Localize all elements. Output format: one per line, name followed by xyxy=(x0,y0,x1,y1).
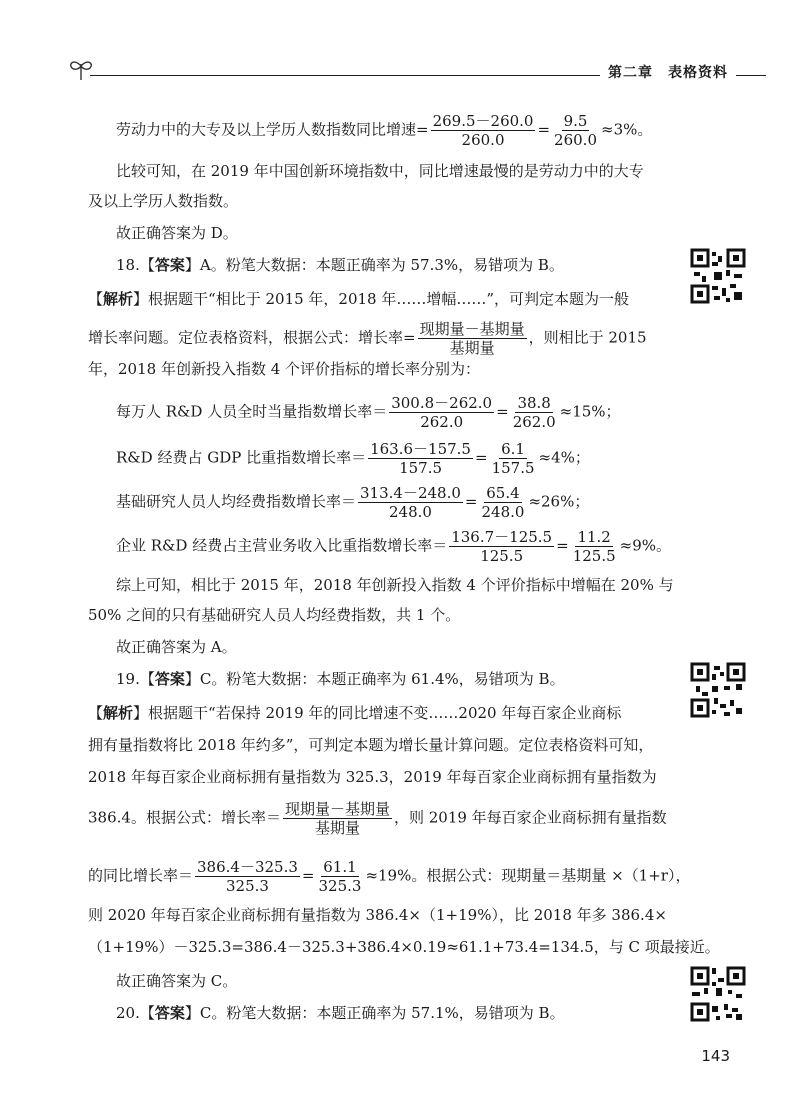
paragraph-line: （1+19%）－325.3=386.4－325.3+386.4×0.19≈61.1+73.4=134.5，与 C 项最接近。 xyxy=(88,938,720,956)
question-18-analysis: 【解析】根据题干“相比于 2015 年，2018 年……增幅……”，可判定本题为一般 xyxy=(88,290,630,308)
qr-code-icon xyxy=(690,966,746,1022)
calc-line: 的同比增长率＝ $\frac{386.4-325.3}{325.3}$ = $\frac{61.1}{325.3}$ ≈19%。根据公式：现期量＝基期量 ×（1+r）， xyxy=(88,858,691,895)
calc-line-1: 每万人 R&D 人员全时当量指数增长率＝ $\frac{300.8-262.0}{262.0}$ = $\frac{38.8}{262.0}$ ≈15%； xyxy=(116,394,621,431)
growth-rate-fraction: $\frac{\text{现期量－基期量}}{\text{基期量}}$ xyxy=(419,320,525,357)
question-18-answer: 18.【答案】A。粉笔大数据：本题正确率为 57.3%，易错项为 B。 xyxy=(116,256,564,274)
question-19-analysis: 【解析】根据题干“若保持 2019 年的同比增速不变……2020 年每百家企业商标 xyxy=(88,704,622,722)
paragraph-line: 及以上学历人数指数。 xyxy=(88,192,239,210)
fraction: $\frac{269.5-260.0}{260.0}$ xyxy=(432,112,534,149)
question-20-answer: 20.【答案】C。粉笔大数据：本题正确率为 57.1%，易错项为 B。 xyxy=(116,1004,565,1022)
paragraph-line: 2018 年每百家企业商标拥有量指数为 325.3，2019 年每百家企业商标拥有量指数为 xyxy=(88,768,657,786)
answer-line: 故正确答案为 A。 xyxy=(116,638,237,656)
leaf-icon xyxy=(66,56,96,82)
fraction: $\frac{9.5}{260.0}$ xyxy=(554,112,597,149)
answer-line: 故正确答案为 C。 xyxy=(116,972,238,990)
page-number: 143 xyxy=(701,1047,730,1065)
paragraph-line: 年，2018 年创新投入指数 4 个评价指标的增长率分别为： xyxy=(88,360,481,378)
growth-rate-formula-line: 增长率问题。定位表格资料，根据公式：增长率= $\frac{\text{现期量－基期量}}{\text{基期量}}$ ，则相比于 2015 xyxy=(88,320,647,357)
paragraph-line: 比较可知，在 2019 年中国创新环境指数中，同比增速最慢的是劳动力中的大专 xyxy=(116,162,644,180)
page-header xyxy=(66,56,766,84)
growth-rate-fraction: $\frac{\text{现期量－基期量}}{\text{基期量}}$ xyxy=(284,800,390,837)
calc-line-3: 基础研究人员人均经费指数增长率＝ $\frac{313.4-248.0}{248.0}$ = $\frac{65.4}{248.0}$ ≈26%； xyxy=(116,484,590,521)
chapter-title: 第二章 表格资料 xyxy=(600,62,736,82)
paragraph-line: 拥有量指数将比 2018 年约多”，可判定本题为增长量计算问题。定位表格资料可知， xyxy=(88,736,654,754)
paragraph-line: 综上可知，相比于 2015 年，2018 年创新投入指数 4 个评价指标中增幅在 20% 与 xyxy=(116,576,674,594)
calc-line-2: R&D 经费占 GDP 比重指数增长率＝ $\frac{163.6-157.5}{157.5}$ = $\frac{6.1}{157.5}$ ≈4%； xyxy=(116,440,590,477)
question-19-answer: 19.【答案】C。粉笔大数据：本题正确率为 61.4%，易错项为 B。 xyxy=(116,670,565,688)
paragraph-line: 则 2020 年每百家企业商标拥有量指数为 386.4×（1+19%），比 2018 年多 386.4× xyxy=(88,906,667,924)
calc-line-4: 企业 R&D 经费占主营业务收入比重指数增长率＝ $\frac{136.7-125.5}{125.5}$ = $\frac{11.2}{125.5}$ ≈9%。 xyxy=(116,528,672,565)
qr-code-icon-graphic xyxy=(690,966,746,1022)
formula-line: 劳动力中的大专及以上学历人数指数同比增速= $\frac{269.5-260.0}{260.0}$ = $\frac{9.5}{260.0}$ ≈3%。 xyxy=(116,112,653,149)
formula-label: 劳动力中的大专及以上学历人数指数同比增速= xyxy=(116,120,429,139)
paragraph-line: 50% 之间的只有基础研究人员人均经费指数，共 1 个。 xyxy=(88,606,461,624)
growth-rate-formula-line: 386.4。根据公式：增长率＝ $\frac{\text{现期量－基期量}}{\text{基期量}}$ ，则 2019 年每百家企业商标拥有量指数 xyxy=(88,800,667,837)
answer-line: 故正确答案为 D。 xyxy=(116,224,238,242)
